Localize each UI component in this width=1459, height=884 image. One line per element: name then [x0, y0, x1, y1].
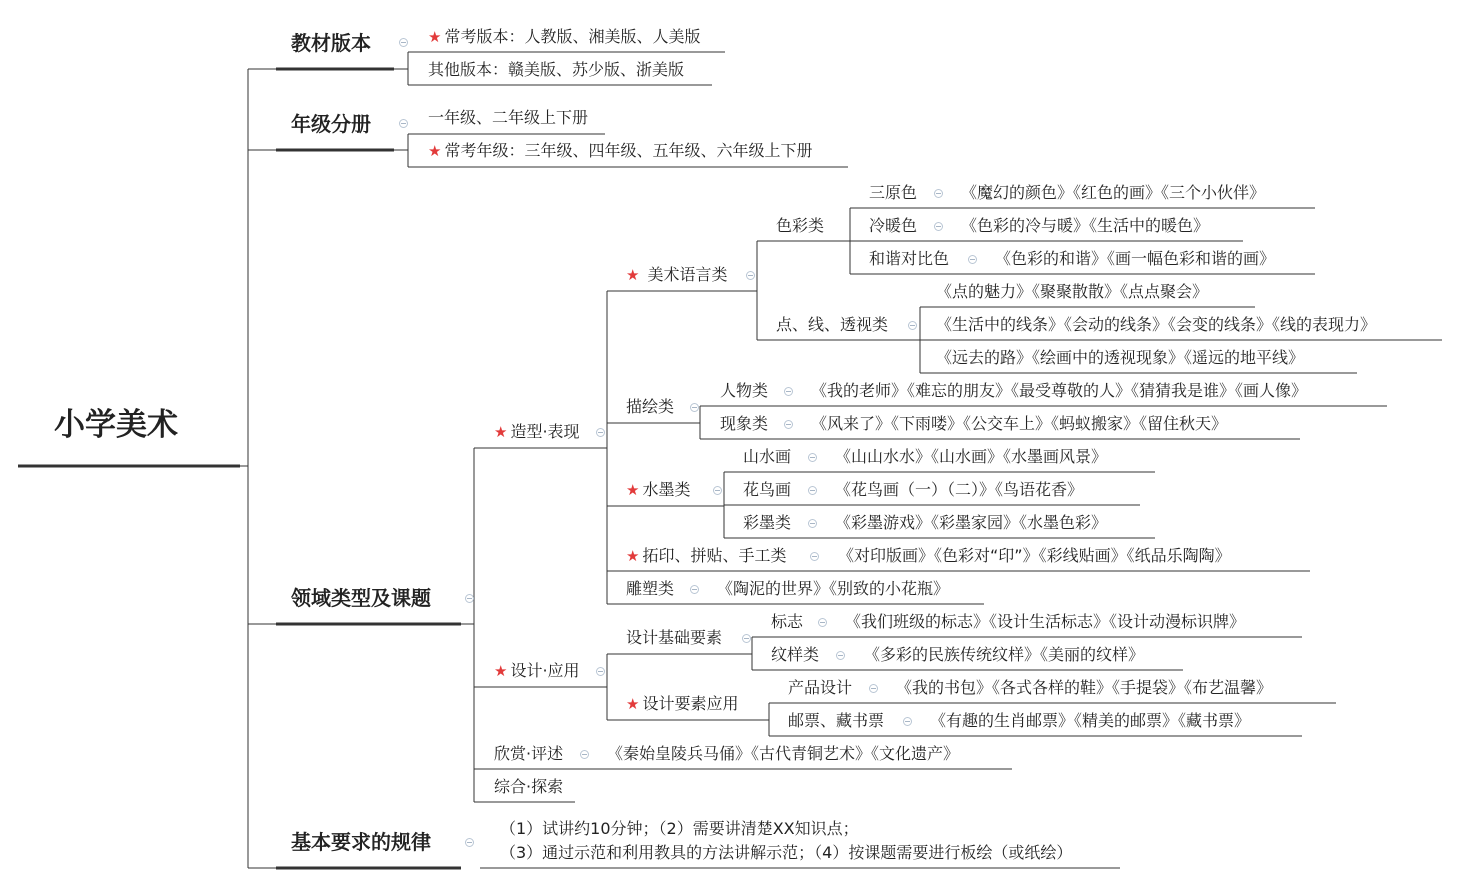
collapse-icon[interactable] [934, 222, 943, 231]
collapse-icon[interactable] [713, 486, 722, 495]
lessons-product[interactable]: 《我的书包》《各式各样的鞋》《手提袋》《布艺温馨》 [896, 678, 1273, 697]
node-design-basics[interactable]: 设计基础要素 [626, 628, 723, 647]
collapse-icon[interactable] [690, 403, 699, 412]
node-art-language[interactable] [626, 265, 728, 285]
collapse-icon[interactable] [746, 271, 755, 280]
lessons-landscape[interactable]: 《山山水水》《山水画》《水墨画风景》 [835, 447, 1108, 466]
node-label: 拓印、拼贴、手工类 [642, 546, 787, 565]
collapse-icon[interactable] [810, 552, 819, 561]
lessons-stamps[interactable]: 《有趣的生肖邮票》《精美的邮票》《藏书票》 [930, 711, 1251, 730]
node-synthesis[interactable]: 综合·探索 [494, 777, 564, 796]
lessons-warm-cool[interactable]: 《色彩的冷与暖》《生活中的暖色》 [961, 216, 1210, 235]
node-primary-colors[interactable]: 三原色 [869, 183, 918, 202]
lessons-phenomena[interactable]: 《风来了》《下雨喽》《公交车上》《蚂蚁搬家》《留住秋天》 [811, 414, 1228, 433]
node-sculpture[interactable]: 雕塑类 [626, 579, 675, 598]
collapse-icon[interactable] [690, 585, 699, 594]
node-flower-bird[interactable]: 花鸟画 [743, 480, 792, 499]
node-label: 造型·表现 [510, 422, 580, 441]
node-print-collage[interactable] [626, 546, 786, 566]
node-logo[interactable]: 标志 [771, 612, 804, 631]
collapse-icon[interactable] [596, 428, 605, 437]
lessons-flower-bird[interactable]: 《花鸟画（一）（二）》《鸟语花香》 [835, 480, 1084, 499]
collapse-icon[interactable] [808, 486, 817, 495]
node-shape-expression[interactable] [494, 422, 580, 442]
topic-domains[interactable]: 领域类型及课题 [291, 586, 431, 610]
lessons-pattern[interactable]: 《多彩的民族传统纹样》《美丽的纹样》 [864, 645, 1145, 664]
lessons-line[interactable]: 《生活中的线条》《会动的线条》《会变的线条》《线的表现力》 [936, 315, 1377, 334]
rules-line-2[interactable]: （3）通过示范和利用教具的方法讲解示范；（4）按课题需要进行板绘（或纸绘） [500, 843, 1073, 862]
lessons-appreciation[interactable]: 《秦始皇陵兵马俑》《古代青铜艺术》《文化遗产》 [607, 744, 960, 763]
collapse-icon[interactable] [808, 453, 817, 462]
node-label: 美术语言类 [647, 265, 728, 284]
node-ink[interactable] [626, 480, 690, 500]
lessons-print[interactable]: 《对印版画》《色彩对“印”》《彩线贴画》《纸品乐陶陶》 [838, 546, 1231, 565]
collapse-icon[interactable] [836, 651, 845, 660]
lessons-harmony[interactable]: 《色彩的和谐》《画一幅色彩和谐的画》 [995, 249, 1276, 268]
node-product-design[interactable]: 产品设计 [788, 678, 853, 697]
topic-basic-rules[interactable]: 基本要求的规律 [291, 830, 431, 854]
lessons-primary[interactable]: 《魔幻的颜色》《红色的画》《三个小伙伴》 [961, 183, 1266, 202]
star-icon: ★ [428, 142, 442, 160]
collapse-icon[interactable] [465, 594, 474, 603]
node-color-ink[interactable]: 彩墨类 [743, 513, 792, 532]
star-icon: ★ [494, 423, 508, 441]
node-common-grades[interactable] [428, 141, 812, 161]
collapse-icon[interactable] [903, 717, 912, 726]
collapse-icon[interactable] [808, 519, 817, 528]
node-design-application[interactable] [494, 661, 580, 681]
collapse-icon[interactable] [784, 387, 793, 396]
node-pattern[interactable]: 纹样类 [771, 645, 820, 664]
node-other-versions[interactable]: 其他版本：赣美版、苏少版、浙美版 [428, 60, 685, 79]
node-people[interactable]: 人物类 [720, 381, 769, 400]
star-icon: ★ [626, 695, 640, 713]
node-appreciation[interactable]: 欣赏·评述 [494, 744, 564, 763]
lessons-sculpture[interactable]: 《陶泥的世界》《别致的小花瓶》 [717, 579, 950, 598]
node-label: 常考版本：人教版、湘美版、人美版 [444, 27, 701, 46]
node-drawing[interactable]: 描绘类 [626, 397, 675, 416]
node-color[interactable]: 色彩类 [776, 216, 825, 235]
lessons-perspective[interactable]: 《远去的路》《绘画中的透视现象》《遥远的地平线》 [936, 348, 1305, 367]
lessons-logo[interactable]: 《我们班级的标志》《设计生活标志》《设计动漫标识牌》 [845, 612, 1246, 631]
topic-textbook-version[interactable]: 教材版本 [291, 31, 371, 55]
node-label: 设计·应用 [510, 661, 580, 680]
star-icon: ★ [626, 547, 640, 565]
root-topic[interactable]: 小学美术 [54, 407, 178, 443]
node-common-versions[interactable] [428, 27, 700, 47]
collapse-icon[interactable] [399, 38, 408, 47]
star-icon: ★ [626, 481, 640, 499]
node-label: 设计要素应用 [642, 694, 739, 713]
star-icon: ★ [428, 28, 442, 46]
collapse-icon[interactable] [742, 634, 751, 643]
topic-grade-volumes[interactable]: 年级分册 [291, 112, 371, 136]
collapse-icon[interactable] [869, 684, 878, 693]
lessons-people[interactable]: 《我的老师》《难忘的朋友》《最受尊敬的人》《猜猜我是谁》《画人像》 [811, 381, 1308, 400]
collapse-icon[interactable] [784, 420, 793, 429]
node-label: 常考年级：三年级、四年级、五年级、六年级上下册 [444, 141, 813, 160]
collapse-icon[interactable] [934, 189, 943, 198]
lessons-point[interactable]: 《点的魅力》《聚聚散散》《点点聚会》 [936, 282, 1209, 301]
node-landscape[interactable]: 山水画 [743, 447, 792, 466]
collapse-icon[interactable] [968, 255, 977, 264]
star-icon: ★ [494, 662, 508, 680]
collapse-icon[interactable] [465, 838, 474, 847]
collapse-icon[interactable] [596, 667, 605, 676]
star-icon: ★ [626, 266, 640, 284]
node-harmony[interactable]: 和谐对比色 [869, 249, 950, 268]
lessons-color-ink[interactable]: 《彩墨游戏》《彩墨家园》《水墨色彩》 [835, 513, 1108, 532]
node-warm-cool[interactable]: 冷暖色 [869, 216, 918, 235]
rules-line-1[interactable]: （1）试讲约10分钟；（2）需要讲清楚XX知识点； [500, 819, 859, 838]
node-design-applied[interactable] [626, 694, 738, 714]
node-point-line[interactable]: 点、线、透视类 [776, 315, 889, 334]
collapse-icon[interactable] [580, 750, 589, 759]
collapse-icon[interactable] [908, 321, 917, 330]
node-stamps[interactable]: 邮票、藏书票 [788, 711, 885, 730]
node-grade-1-2[interactable]: 一年级、二年级上下册 [428, 108, 589, 127]
node-label: 水墨类 [642, 480, 691, 499]
node-phenomena[interactable]: 现象类 [720, 414, 769, 433]
collapse-icon[interactable] [399, 119, 408, 128]
collapse-icon[interactable] [818, 618, 827, 627]
